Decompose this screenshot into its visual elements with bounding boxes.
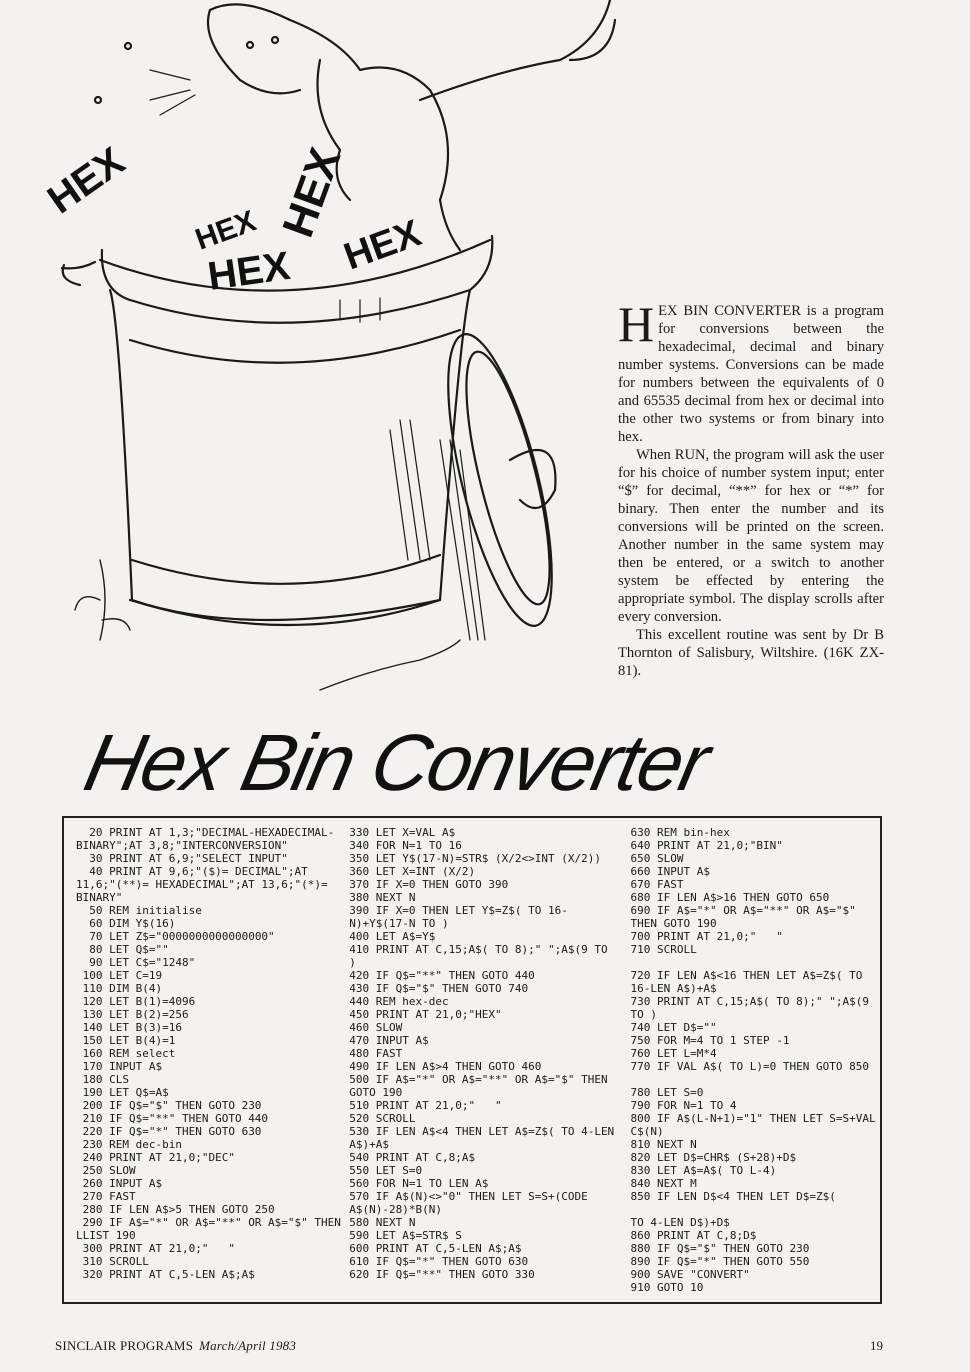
listing-line: 530 IF LEN A$<4 THEN LET A$=Z$( TO 4-LEN A$)+A$ bbox=[349, 1125, 621, 1151]
listing-line: 880 IF Q$="$" THEN GOTO 230 bbox=[630, 1242, 810, 1255]
listing-line: 330 LET X=VAL A$ bbox=[349, 826, 456, 839]
hex-block-1: HEX bbox=[39, 139, 133, 223]
listing-line: 220 IF Q$="*" THEN GOTO 630 bbox=[76, 1125, 262, 1138]
hex-block-5: HEX bbox=[338, 212, 427, 279]
listing-line: 570 IF A$(N)<>"0" THEN LET S=S+(CODE A$(N)-28)*B(N) bbox=[349, 1190, 595, 1216]
listing-line: 310 SCROLL bbox=[76, 1255, 149, 1268]
listing-line: 200 IF Q$="$" THEN GOTO 230 bbox=[76, 1099, 262, 1112]
publication-name: SINCLAIR PROGRAMS bbox=[55, 1338, 194, 1353]
listing-line: 250 SLOW bbox=[76, 1164, 136, 1177]
listing-line: 450 PRINT AT 21,0;"HEX" bbox=[349, 1008, 502, 1021]
intro-paragraph-3: This excellent routine was sent by Dr B Thornton of Salisbury, Wiltshire. (16K ZX-81). bbox=[618, 627, 884, 679]
listing-line: 900 SAVE "CONVERT" bbox=[630, 1268, 750, 1281]
listing-line: 340 FOR N=1 TO 16 bbox=[349, 839, 462, 852]
listing-line: 120 LET B(1)=4096 bbox=[76, 995, 196, 1008]
listing-line: 750 FOR M=4 TO 1 STEP -1 bbox=[630, 1034, 790, 1047]
listing-line: 760 LET L=M*4 bbox=[630, 1047, 717, 1060]
listing-line: 460 SLOW bbox=[349, 1021, 403, 1034]
listing-line: 320 PRINT AT C,5-LEN A$;A$ bbox=[76, 1268, 255, 1281]
cat-dustbin-illustration bbox=[40, 0, 620, 710]
listing-line: 150 LET B(4)=1 bbox=[76, 1034, 176, 1047]
listing-column-2 bbox=[349, 826, 621, 1302]
listing-line: 360 LET X=INT (X/2) bbox=[349, 865, 476, 878]
listing-line: 430 IF Q$="$" THEN GOTO 740 bbox=[349, 982, 529, 995]
listing-line: 780 LET S=0 bbox=[630, 1086, 704, 1099]
listing-line: 670 FAST bbox=[630, 878, 684, 891]
listing-line: 910 GOTO 10 bbox=[630, 1281, 704, 1294]
issue-date: March/April 1983 bbox=[199, 1338, 297, 1353]
listing-line: 860 PRINT AT C,8;D$ bbox=[630, 1229, 757, 1242]
drop-cap: H bbox=[618, 296, 655, 352]
listing-line: 130 LET B(2)=256 bbox=[76, 1008, 189, 1021]
listing-line: 230 REM dec-bin bbox=[76, 1138, 182, 1151]
listing-line: 170 INPUT A$ bbox=[76, 1060, 163, 1073]
listing-line: 400 LET A$=Y$ bbox=[349, 930, 436, 943]
listing-line: 840 NEXT M bbox=[630, 1177, 697, 1190]
listing-line: 350 LET Y$(17-N)=STR$ (X/2<>INT (X/2)) bbox=[349, 852, 601, 865]
footer-publication bbox=[55, 1338, 296, 1354]
listing-line: 90 LET C$="1248" bbox=[76, 956, 196, 969]
listing-line: 740 LET D$="" bbox=[630, 1021, 717, 1034]
listing-line: 710 SCROLL bbox=[630, 943, 697, 956]
listing-line: 770 IF VAL A$( TO L)=0 THEN GOTO 850 bbox=[630, 1060, 869, 1073]
listing-line: 210 IF Q$="**" THEN GOTO 440 bbox=[76, 1112, 269, 1125]
listing-line: 60 DIM Y$(16) bbox=[76, 917, 176, 930]
listing-line: 270 FAST bbox=[76, 1190, 136, 1203]
listing-line: 290 IF A$="*" OR A$="**" OR A$="$" THEN LLIST 190 bbox=[76, 1216, 348, 1242]
listing-column-3 bbox=[630, 826, 883, 1302]
listing-line: 380 NEXT N bbox=[349, 891, 416, 904]
listing-line: 70 LET Z$="0000000000000000" bbox=[76, 930, 275, 943]
program-listing bbox=[62, 816, 882, 1304]
listing-line: 160 REM select bbox=[76, 1047, 176, 1060]
listing-line: 40 PRINT AT 9,6;"($)= DECIMAL";AT 11,6;"(**)= HEXADECIMAL";AT 13,6;"(*)= BINARY" bbox=[76, 865, 335, 904]
listing-line: 560 FOR N=1 TO LEN A$ bbox=[349, 1177, 489, 1190]
listing-line: 540 PRINT AT C,8;A$ bbox=[349, 1151, 476, 1164]
listing-line: 490 IF LEN A$>4 THEN GOTO 460 bbox=[349, 1060, 542, 1073]
listing-line: 100 LET C=19 bbox=[76, 969, 163, 982]
listing-line: 520 SCROLL bbox=[349, 1112, 416, 1125]
intro-paragraph-2: When RUN, the program will ask the user for his choice of number system input; enter “$” for decimal, “**” for hex or “*” for binary. Then enter the number and its conversions will be printed on the screen. Another number in the same system may then be entered, or a switch to another system be effected by entering the appropriate symbol. The display scrolls after every conversion. bbox=[618, 447, 884, 625]
listing-line: 700 PRINT AT 21,0;" " bbox=[630, 930, 783, 943]
hex-block-3: HEX bbox=[205, 243, 293, 299]
listing-line: 640 PRINT AT 21,0;"BIN" bbox=[630, 839, 783, 852]
listing-line: 410 PRINT AT C,15;A$( TO 8);" ";A$(9 TO ) bbox=[349, 943, 615, 969]
listing-line: 690 IF A$="*" OR A$="**" OR A$="$" THEN GOTO 190 bbox=[630, 904, 863, 930]
listing-line bbox=[631, 956, 880, 969]
listing-line: 390 IF X=0 THEN LET Y$=Z$( TO 16-N)+Y$(17-N TO ) bbox=[349, 904, 568, 930]
article-title bbox=[77, 700, 860, 815]
listing-line: 820 LET D$=CHR$ (S+28)+D$ bbox=[630, 1151, 797, 1164]
listing-line: 650 SLOW bbox=[630, 852, 684, 865]
listing-line: 850 IF LEN D$<4 THEN LET D$=Z$( bbox=[630, 1190, 836, 1203]
listing-line: 190 LET Q$=A$ bbox=[76, 1086, 169, 1099]
listing-line bbox=[631, 1203, 880, 1216]
listing-line: 810 NEXT N bbox=[630, 1138, 697, 1151]
listing-column-1 bbox=[76, 826, 348, 1302]
listing-line: 80 LET Q$="" bbox=[76, 943, 169, 956]
listing-line: 660 INPUT A$ bbox=[630, 865, 711, 878]
listing-line: 260 INPUT A$ bbox=[76, 1177, 163, 1190]
listing-line: 830 LET A$=A$( TO L-4) bbox=[630, 1164, 777, 1177]
intro-paragraph-1: HEX BIN CONVERTER is a program for conversions between the hexadecimal, decimal and binary number systems. Conversions can be made for numbers between the equivalents of 0 and 65535 decimal from hex or decimal into the other two systems or from binary into hex. bbox=[618, 296, 884, 445]
listing-line: 590 LET A$=STR$ S bbox=[349, 1229, 462, 1242]
listing-line: 610 IF Q$="*" THEN GOTO 630 bbox=[349, 1255, 529, 1268]
listing-line: 620 IF Q$="**" THEN GOTO 330 bbox=[349, 1268, 535, 1281]
article-title-text: Hex Bin Converter bbox=[77, 718, 716, 808]
listing-line: 180 CLS bbox=[76, 1073, 129, 1086]
listing-line: 510 PRINT AT 21,0;" " bbox=[349, 1099, 502, 1112]
listing-line: 580 NEXT N bbox=[349, 1216, 416, 1229]
listing-line: 500 IF A$="*" OR A$="**" OR A$="$" THEN GOTO 190 bbox=[349, 1073, 615, 1099]
intro-text bbox=[618, 296, 884, 680]
listing-line: 800 IF A$(L-N+1)="1" THEN LET S=S+VAL C$(N) bbox=[630, 1112, 883, 1138]
listing-line: 50 REM initialise bbox=[76, 904, 202, 917]
listing-line: 300 PRINT AT 21,0;" " bbox=[76, 1242, 235, 1255]
page-number: 19 bbox=[870, 1338, 883, 1353]
listing-line: 480 FAST bbox=[349, 1047, 403, 1060]
listing-line: 720 IF LEN A$<16 THEN LET A$=Z$( TO 16-LEN A$)+A$ bbox=[630, 969, 869, 995]
listing-line: TO 4-LEN D$)+D$ bbox=[630, 1216, 730, 1229]
listing-line: 240 PRINT AT 21,0;"DEC" bbox=[76, 1151, 235, 1164]
listing-line: 630 REM bin-hex bbox=[630, 826, 730, 839]
listing-line: 790 FOR N=1 TO 4 bbox=[630, 1099, 737, 1112]
listing-line: 470 INPUT A$ bbox=[349, 1034, 429, 1047]
listing-line: 140 LET B(3)=16 bbox=[76, 1021, 182, 1034]
listing-line: 440 REM hex-dec bbox=[349, 995, 449, 1008]
listing-line: 600 PRINT AT C,5-LEN A$;A$ bbox=[349, 1242, 522, 1255]
listing-line: 110 DIM B(4) bbox=[76, 982, 163, 995]
listing-line: 680 IF LEN A$>16 THEN GOTO 650 bbox=[630, 891, 830, 904]
hex-block-4: HEX bbox=[273, 141, 351, 244]
listing-line bbox=[631, 1073, 880, 1086]
listing-line: 280 IF LEN A$>5 THEN GOTO 250 bbox=[76, 1203, 275, 1216]
listing-line: 30 PRINT AT 6,9;"SELECT INPUT" bbox=[76, 852, 288, 865]
listing-line: 420 IF Q$="**" THEN GOTO 440 bbox=[349, 969, 535, 982]
listing-line: 890 IF Q$="*" THEN GOTO 550 bbox=[630, 1255, 810, 1268]
listing-line: 550 LET S=0 bbox=[349, 1164, 423, 1177]
listing-line: 730 PRINT AT C,15;A$( TO 8);" ";A$(9 TO ) bbox=[630, 995, 876, 1021]
listing-line: 20 PRINT AT 1,3;"DECIMAL-HEXADECIMAL-BINARY";AT 3,8;"INTERCONVERSION" bbox=[76, 826, 335, 852]
hex-block-2: HEX bbox=[191, 204, 261, 257]
listing-line: 370 IF X=0 THEN GOTO 390 bbox=[349, 878, 509, 891]
